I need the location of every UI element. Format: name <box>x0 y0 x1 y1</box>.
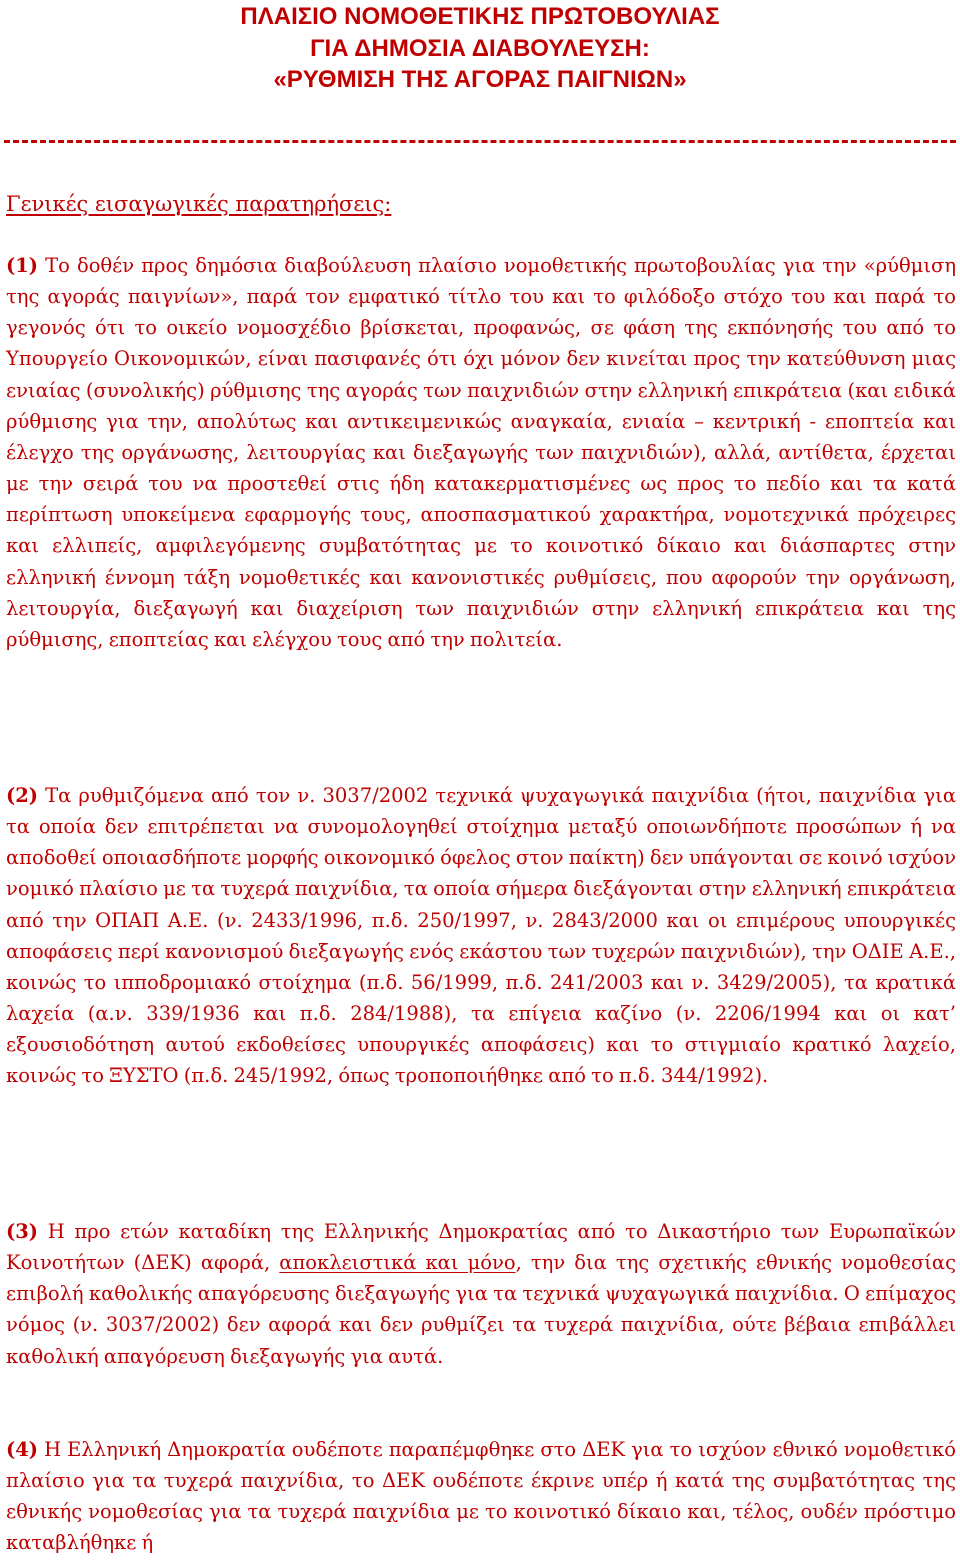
paragraph-text-before: Η προ ετών καταδίκη της Ελληνικής Δημοκρατίας από το Δικαστήριο των Ευρωπαϊκών Κοινοτήτων (ΔΕΚ) αφορά, <box>6 1220 956 1275</box>
dashed-separator <box>4 140 956 143</box>
paragraph-1 <box>6 250 956 655</box>
paragraph-text-after: , την δια της σχετικής εθνικής νομοθεσίας επιβολή καθολικής απαγόρευσης διεξαγωγής για τα τεχνικά ψυχαγωγικά παιχνίδια. Ο επίμαχος νόμος (ν. 3037/2002) δεν αφορά και δεν ρυθμίζει τα τυχερά παιχνίδια, ούτε βέβαια επιβάλλει καθολική απαγόρευση διεξαγωγής για αυτά. <box>6 1251 956 1368</box>
paragraph-text: Το δοθέν προς δημόσια διαβούλευση πλαίσιο νομοθετικής πρωτοβουλίας για την «ρύθμιση της αγοράς παιγνίων», παρά τον εμφατικό τίτλο του και το φιλόδοξο στόχο του και παρά το γεγονός ότι το οικείο νομοσχέδιο βρίσκεται, προφανώς, σε φάση της εκπόνησής του από το Υπουργείο Οικονομικών, είναι πασιφανές ότι όχι μόνον δεν κινείται προς την κατεύθυνση μιας ενιαίας (συνολικής) ρύθμισης της αγοράς των παιχνιδιών στην ελληνική επικράτεια (και ειδικά ρύθμισης για την, απολύτως και αντικειμενικώς αναγκαία, ενιαία – κεντρική - εποπτεία και έλεγχο της οργάνωσης, λειτουργίας και διεξαγωγής των παιχνιδιών), αλλά, αντίθετα, έρχεται με την σειρά του να προστεθεί στις ήδη κατακερματισμένες ως προς το πεδίο και τα κατά περίπτωση υποκείμενα εφαρμογής τους, αποσπασματικού χαρακτήρα, νομοτεχνικά πρόχειρες και ελλιπείς, αμφιλεγόμενης συμβατότητας με το κοινοτικό δίκαιο και διάσπαρτες στην ελληνική έννομη τάξη νομοθετικές και κανονιστικές ρυθμίσεις, που αφορούν την οργάνωση, λειτουργία, διεξαγωγή και διαχείριση των παιχνιδιών στην ελληνική επικράτεια και της ρύθμισης, εποπτείας και ελέγχου τους από την πολιτεία. <box>6 254 956 651</box>
paragraph-number: (4) <box>6 1438 39 1461</box>
section-heading: Γενικές εισαγωγικές παρατηρήσεις: <box>6 192 392 216</box>
paragraph-text: Τα ρυθμιζόμενα από τον ν. 3037/2002 τεχνικά ψυχαγωγικά παιχνίδια (ήτοι, παιχνίδια για τα οποία δεν επιτρέπεται να συνομολογηθεί στοίχημα μεταξύ οποιωνδήποτε προσώπων ή να αποδοθεί οποιασδήποτε μορφής οικονομικό όφελος στον παίκτη) δεν υπάγονται σε κοινό ισχύον νομικό πλαίσιο με τα τυχερά παιχνίδια, τα οποία σήμερα διεξάγονται στην ελληνική επικράτεια από την ΟΠΑΠ Α.Ε. (ν. 2433/1996, π.δ. 250/1997, ν. 2843/2000 και οι επιμέρους υπουργικές αποφάσεις περί κανονισμού διεξαγωγής ενός εκάστου των τυχερών παιχνιδιών), την ΟΔΙΕ Α.Ε., κοινώς το ιπποδρομιακό στοίχημα (π.δ. 56/1999, π.δ. 241/2003 και ν. 3429/2005), τα κρατικά λαχεία (α.ν. 339/1936 και π.δ. 284/1988), τα επίγεια καζίνο (ν. 2206/1994 και οι κατ’ εξουσιοδότηση αυτού εκδοθείσες υπουργικές αποφάσεις) και το στιγμιαίο κρατικό λαχείο, κοινώς το ΞΥΣΤΟ (π.δ. 245/1992, όπως τροποποιήθηκε από το π.δ. 344/1992). <box>6 784 956 1088</box>
underlined-emphasis: αποκλειστικά και μόνο <box>279 1251 516 1275</box>
document-title-line-2: ΓΙΑ ΔΗΜΟΣΙΑ ΔΙΑΒΟΥΛΕΥΣΗ: <box>310 35 650 62</box>
paragraph-number: (1) <box>6 254 39 277</box>
paragraph-3 <box>6 1216 956 1372</box>
paragraph-text: Η Ελληνική Δημοκρατία ουδέποτε παραπέμφθηκε στο ΔΕΚ για το ισχύον εθνικό νομοθετικό πλαίσιο για τα τυχερά παιχνίδια, το ΔΕΚ ουδέποτε έκρινε υπέρ ή κατά της συμβατότητας της εθνικής νομοθεσίας για τα τυχερά παιχνίδια με το κοινοτικό δίκαιο και, τέλος, ουδέν πρόστιμο καταβλήθηκε ή <box>6 1438 956 1555</box>
document-title-line-1: ΠΛΑΙΣΙΟ ΝΟΜΟΘΕΤΙΚΗΣ ΠΡΩΤΟΒΟΥΛΙΑΣ <box>240 3 720 30</box>
paragraph-number: (3) <box>6 1220 39 1243</box>
paragraph-2 <box>6 780 956 1092</box>
paragraph-4 <box>6 1434 956 1559</box>
document-title-line-3: «ΡΥΘΜΙΣΗ ΤΗΣ ΑΓΟΡΑΣ ΠΑΙΓΝΙΩΝ» <box>273 66 687 93</box>
paragraph-number: (2) <box>6 784 39 807</box>
